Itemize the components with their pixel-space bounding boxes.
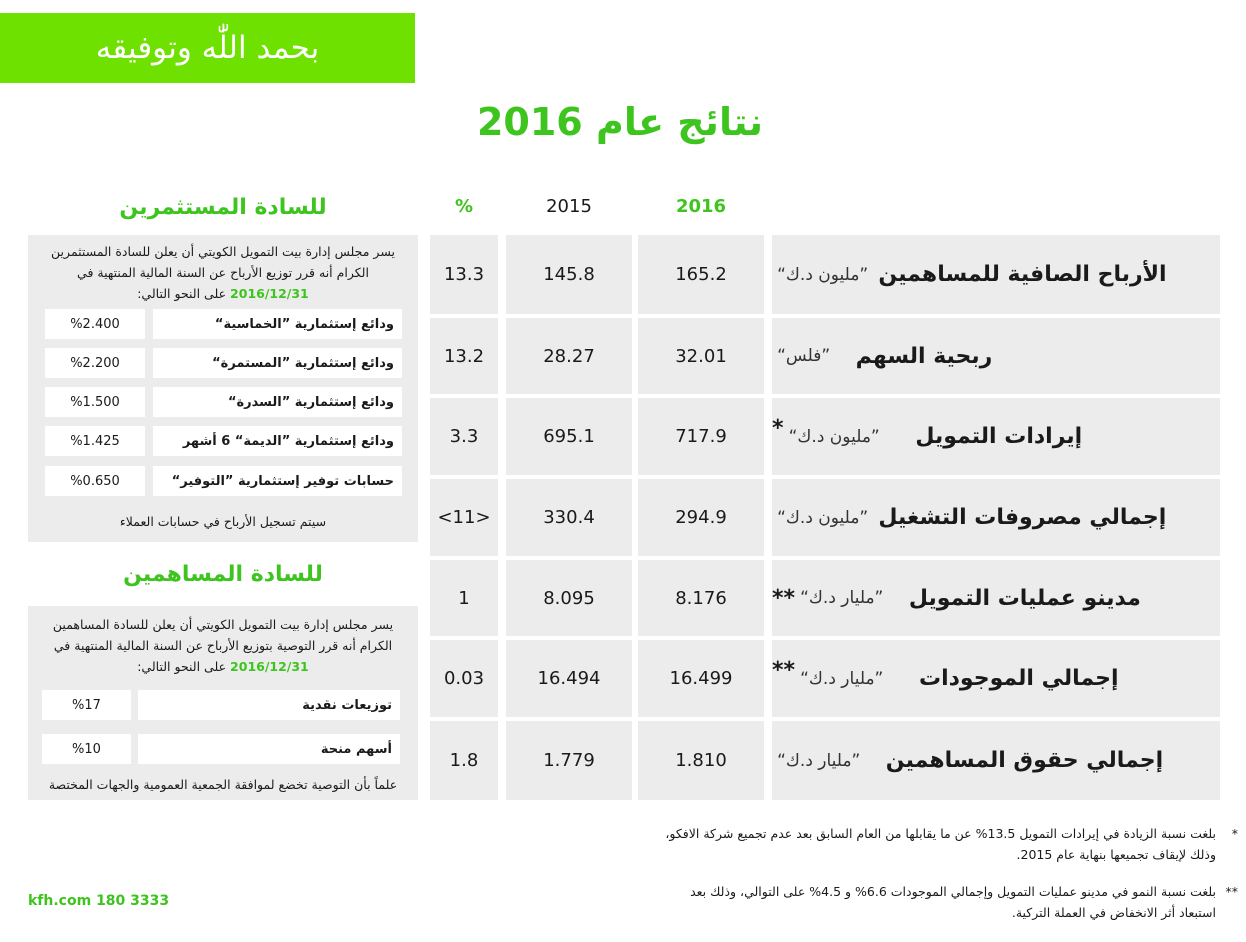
value-2015: 695.1 [506,398,632,475]
value-2016: 165.2 [638,235,764,314]
value-2016: 717.9 [638,398,764,475]
value-2016: 16.499 [638,640,764,717]
shareholder-item-name: توزيعات نقدية [138,690,400,720]
row-unit: ”فلس“ [777,346,831,366]
value-percent: 13.2 [430,318,498,394]
footnote-text: بلغت نسبة النمو في مدينو عمليات التمويل وإجمالي الموجودات 6.6% و 4.5% على التوالي، وذلك بعد استبعاد أثر الانخفاض في العملة التركية. [690,884,1216,920]
investors-note: سيتم تسجيل الأرباح في حسابات العملاء [119,514,327,529]
page-title: نتائج عام 2016 [476,100,763,144]
shareholders-note: علماً بأن التوصية تخضع لموافقة الجمعية العمومية والجهات المختصة [48,777,398,792]
value-percent: 1 [430,560,498,636]
footer-contact: kfh.com 180 3333 [28,893,170,909]
investor-item-name: ودائع إستثمارية ”السدرة“ [153,387,402,417]
value-2016: 294.9 [638,479,764,556]
row-label: ربحية السهم [855,343,993,369]
value-percent: <11> [430,479,498,556]
footnote [656,881,1238,923]
shareholder-item-value: %10 [42,734,131,764]
investor-item-value: %1.500 [45,387,145,417]
shareholders-date: 2016/12/31 [230,659,309,674]
row-label: إجمالي حقوق المساهمين [885,748,1164,773]
value-2015: 145.8 [506,235,632,314]
header-2015: 2015 [546,196,592,217]
row-unit: ”مليون د.ك“ [777,264,869,285]
shareholders-heading: للسادة المساهمين [123,562,323,587]
row-label: إيرادات التمويل [915,424,1083,449]
row-mark: ** [772,658,796,683]
investor-item-value: %0.650 [45,466,145,496]
shareholder-item-name: أسهم منحة [138,734,400,764]
row-label: إجمالي مصروفات التشغيل [878,505,1167,530]
value-percent: 1.8 [430,721,498,800]
footnote-text: بلغت نسبة الزيادة في إيرادات التمويل 13.5% عن ما يقابلها من العام السابق بعد عدم تجميع شركة الافكو، وذلك لإيقاف تجميعها بنهاية عام 2015. [665,826,1216,862]
footnote [656,823,1238,865]
value-2016: 8.176 [638,560,764,636]
header-2016: 2016 [675,196,727,217]
investor-item-name: ودائع إستثمارية ”المستمرة“ [153,348,402,378]
value-percent: 0.03 [430,640,498,717]
value-2015: 28.27 [506,318,632,394]
investors-panel [28,235,418,542]
row-mark: ** [772,585,796,611]
footnote-mark: * [1231,826,1238,841]
footnote-mark: ** [1225,884,1238,899]
investor-item-name: حسابات توفير إستثمارية ”التوفير“ [153,466,402,496]
row-label: الأرباح الصافية للمساهمين [878,262,1167,287]
shareholder-item-value: %17 [42,690,131,720]
investor-item-name: ودائع إستثمارية ”الديمة“ 6 أشهر [153,426,402,456]
header-percent: % [454,196,474,217]
value-2015: 16.494 [506,640,632,717]
value-percent: 13.3 [430,235,498,314]
value-2016: 1.810 [638,721,764,800]
investor-item-value: %2.200 [45,348,145,378]
row-unit: ”مليار د.ك“ [777,750,861,771]
row-label: إجمالي الموجودات [918,666,1119,691]
investor-item-name: ودائع إستثمارية ”الخماسية“ [153,309,402,339]
value-percent: 3.3 [430,398,498,475]
value-2016: 32.01 [638,318,764,394]
row-unit: ”مليون د.ك“ [777,507,869,528]
row-unit: ”مليون د.ك“ [788,426,880,447]
shareholders-intro: يسر مجلس إدارة بيت التمويل الكويتي أن يعلن للسادة المساهمين الكرام أنه قرر التوصية بتوزيع الأرباح عن السنة المالية المنتهية في 2016/12/31 على النحو التالي: [52,617,394,674]
row-mark: * [772,416,784,441]
investors-intro: يسر مجلس إدارة بيت التمويل الكويتي أن يعلن للسادة المستثمرين الكرام أنه قرر توزيع الأرباح عن السنة المالية المنتهية في 2016/12/31 على النحو التالي: [51,244,395,301]
investor-item-value: %2.400 [45,309,145,339]
row-label: مدينو عمليات التمويل [908,585,1141,611]
value-2015: 330.4 [506,479,632,556]
value-2015: 8.095 [506,560,632,636]
row-unit: ”مليار د.ك“ [800,588,884,608]
row-unit: ”مليار د.ك“ [800,668,884,689]
banner: بحمد اللّٰه وتوفيقه [0,13,415,83]
shareholders-panel [28,606,418,800]
investors-date: 2016/12/31 [230,286,309,301]
investors-heading: للسادة المستثمرين [119,195,327,220]
value-2015: 1.779 [506,721,632,800]
investor-item-value: %1.425 [45,426,145,456]
